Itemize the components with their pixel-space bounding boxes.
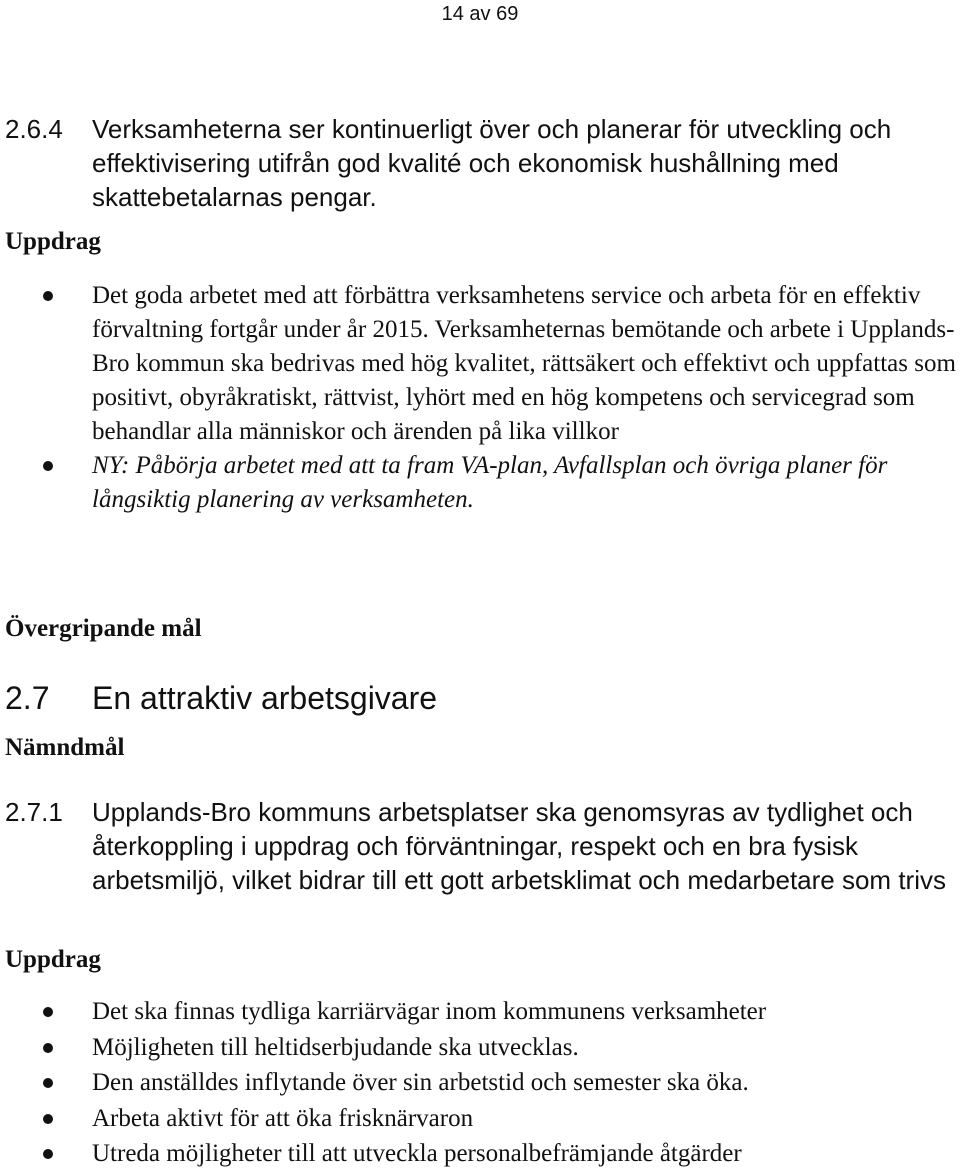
section-number: 2.6.4 [5,114,63,144]
section-2-7-1 [5,795,960,935]
bullet-icon [43,1043,53,1053]
uppdrag-list [0,279,960,517]
section-2-6-4 [5,112,960,216]
section-number: 2.7.1 [5,797,63,827]
uppdrag-list [0,994,960,1172]
list-item-text: Den anställdes inflytande över sin arbetstid och semester ska öka. [92,1069,749,1096]
list-item-text: NY: Påbörja arbetet med att ta fram VA-plan, Avfallsplan och övriga planer för långsiktig planering av verksamheten. [92,452,888,513]
uppdrag-heading: Uppdrag [5,946,101,973]
bullet-icon [43,1114,53,1124]
list-item [0,449,960,517]
list-item [0,279,960,449]
list-item [0,1030,960,1066]
list-item-text: Arbeta aktivt för att öka frisknärvaron [92,1104,474,1132]
page-number: 14 av 69 [441,3,519,25]
list-item [0,994,960,1030]
namndmal-heading: Nämndmål [5,734,125,761]
section-title: En attraktiv arbetsgivare [92,680,438,716]
list-item-text: Det ska finnas tydliga karriärvägar inom kommunens verksamheter [92,998,767,1025]
list-item [0,1101,960,1137]
section-number: 2.7 [5,680,50,716]
list-item [0,1136,960,1172]
bullet-icon [43,461,53,471]
bullet-icon [43,1149,53,1159]
list-item [0,1065,960,1101]
uppdrag-heading: Uppdrag [5,228,101,255]
list-item-text: Det goda arbetet med att förbättra verksamhetens service och arbeta för en effektiv förvaltning fortgår under år 2015. Verksamheternas bemötande och arbete i Upplands-Bro kommun ska bedrivas med hög kvalitet, rättsäkert och effektivt och uppfattas som positivt, obyråkratiskt, rättvist, lyhört med en hög kompetens och servicegrad som behandlar alla människor och ärenden på lika villkor [92,282,956,445]
section-text: Verksamheterna ser kontinuerligt över och planerar för utveckling och effektivisering utifrån god kvalité och ekonomisk hushållning med skattebetalarnas pengar. [92,114,892,212]
bullet-icon [43,291,53,301]
list-item-text: Möjligheten till heltidserbjudande ska utvecklas. [92,1033,579,1061]
bullet-icon [43,1007,53,1017]
bullet-icon [43,1078,53,1088]
list-item-text: Utreda möjligheter till att utveckla personalbefrämjande åtgärder [92,1140,742,1167]
overgripande-mal-heading: Övergripande mål [5,615,202,642]
section-text: Upplands-Bro kommuns arbetsplatser ska genomsyras av tydlighet och återkoppling i uppdrag och förväntningar, respekt och en bra fysisk arbetsmiljö, vilket bidrar till ett gott arbetsklimat och medarbetare som trivs [92,797,946,895]
